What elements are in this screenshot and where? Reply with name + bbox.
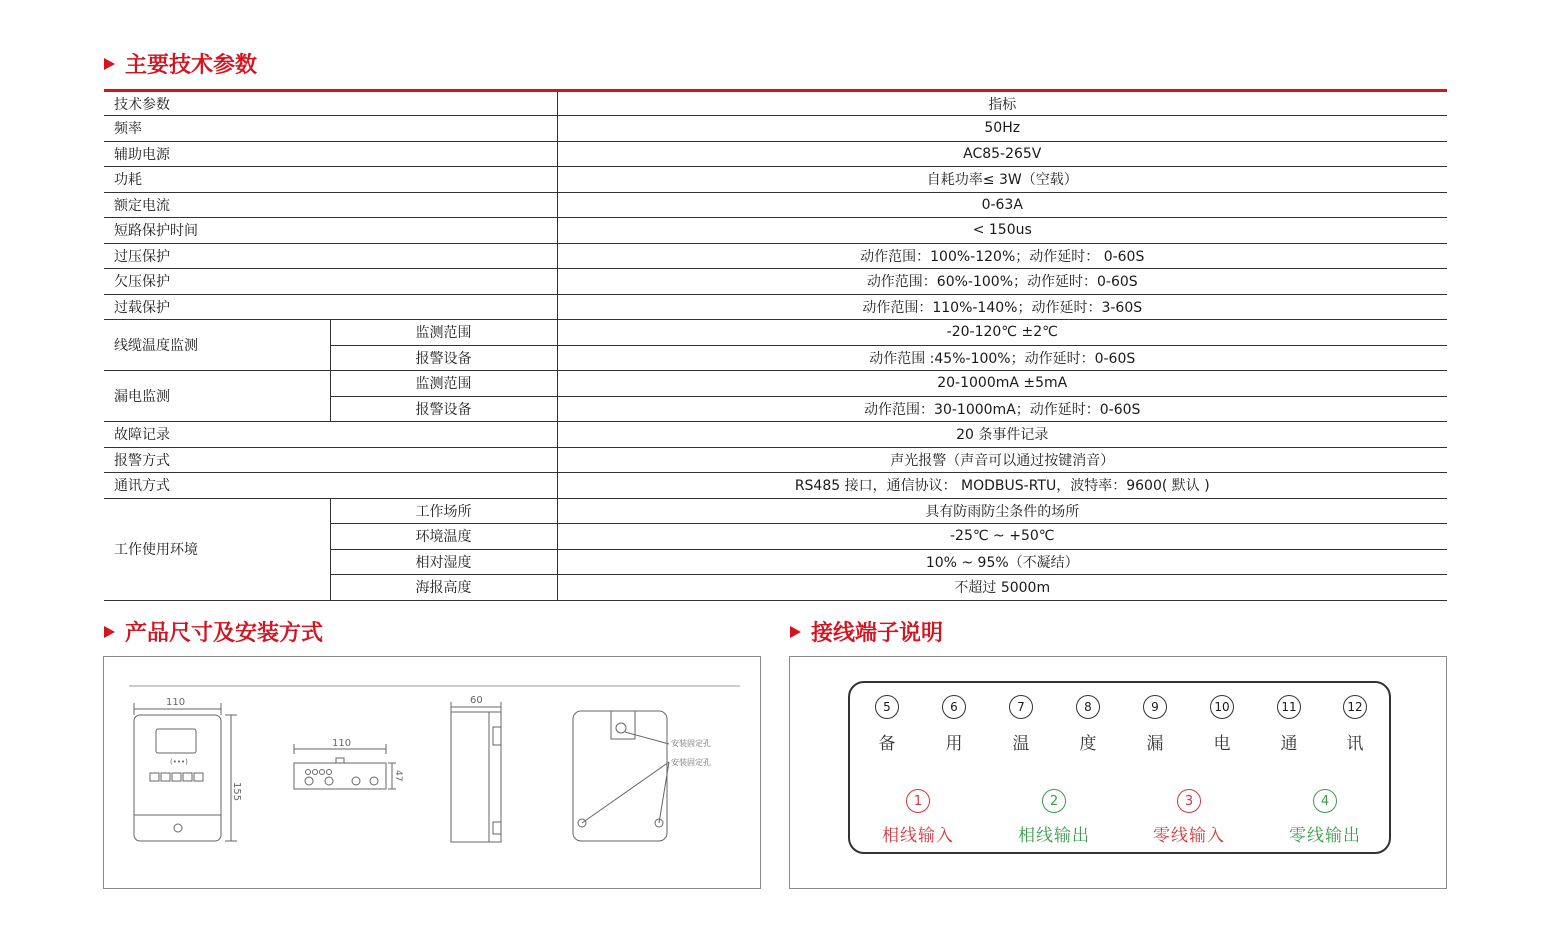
main-terminal-label: 相线输出 xyxy=(1018,826,1090,846)
param-cell: 报警方式 xyxy=(104,447,557,473)
param-cell: 辅助电源 xyxy=(104,141,557,167)
dimension-drawing-box xyxy=(103,656,761,889)
front-height-label: 155 xyxy=(231,782,242,802)
param-cell: 额定电流 xyxy=(104,192,557,218)
bottom-view xyxy=(294,744,396,789)
header-value: 指标 xyxy=(557,91,1447,116)
value-cell: 10% ~ 95%（不凝结） xyxy=(557,549,1447,575)
terminal-label: 讯 xyxy=(1346,734,1364,754)
terminal-12 xyxy=(1331,695,1379,754)
table-row xyxy=(104,320,1447,346)
terminal-5 xyxy=(863,695,911,754)
terminal-8 xyxy=(1064,695,1112,754)
param-cell: 过载保护 xyxy=(104,294,557,320)
terminal-number: 10 xyxy=(1210,695,1234,719)
main-terminal-label: 零线输入 xyxy=(1153,826,1225,846)
terminal-number: 7 xyxy=(1009,695,1033,719)
spec-table xyxy=(104,89,1447,601)
terminal-number: 11 xyxy=(1277,695,1301,719)
triangle-bullet-icon xyxy=(790,626,801,638)
triangle-bullet-icon xyxy=(104,626,115,638)
terminal-number: 5 xyxy=(875,695,899,719)
header-param: 技术参数 xyxy=(104,91,557,116)
side-depth-label: 60 xyxy=(470,695,483,706)
front-width-label: 110 xyxy=(166,697,186,708)
main-terminal-3 xyxy=(1139,789,1239,846)
specs-title-text: 主要技术参数 xyxy=(125,53,258,78)
main-terminal-number: 2 xyxy=(1042,789,1066,813)
table-row xyxy=(104,294,1447,320)
value-cell: 动作范围：110%-140%；动作延时：3-60S xyxy=(557,294,1447,320)
value-cell: 声光报警（声音可以通过按键消音） xyxy=(557,447,1447,473)
side-view xyxy=(451,702,501,842)
value-cell: AC85-265V xyxy=(557,141,1447,167)
table-row xyxy=(104,498,1447,524)
table-row xyxy=(104,371,1447,397)
main-terminal-label: 相线输入 xyxy=(882,826,954,846)
terminal-6 xyxy=(930,695,978,754)
main-terminal-number: 1 xyxy=(906,789,930,813)
value-cell: 动作范围：30-1000mA；动作延时：0-60S xyxy=(557,396,1447,422)
value-cell: 动作范围 :45%-100%；动作延时：0-60S xyxy=(557,345,1447,371)
table-header-row xyxy=(104,91,1447,116)
value-cell: 50Hz xyxy=(557,116,1447,142)
wiring-section-title xyxy=(790,616,943,647)
table-row xyxy=(104,141,1447,167)
table-row xyxy=(104,447,1447,473)
table-row xyxy=(104,473,1447,499)
terminal-label: 通 xyxy=(1280,734,1298,754)
terminal-11 xyxy=(1265,695,1313,754)
value-cell: RS485 接口，通信协议： MODBUS-RTU，波特率：9600( 默认 ) xyxy=(557,473,1447,499)
triangle-bullet-icon xyxy=(104,58,115,70)
terminal-9 xyxy=(1131,695,1179,754)
terminal-7 xyxy=(997,695,1045,754)
sub-param-cell: 报警设备 xyxy=(330,345,557,371)
group-param-cell: 线缆温度监测 xyxy=(104,320,330,371)
main-terminal-number: 4 xyxy=(1313,789,1337,813)
table-row xyxy=(104,269,1447,295)
dims-section-title xyxy=(104,616,323,647)
terminal-label: 漏 xyxy=(1146,734,1164,754)
table-row xyxy=(104,167,1447,193)
mount-hole-label-1: 安装固定孔 xyxy=(671,739,711,748)
param-cell: 频率 xyxy=(104,116,557,142)
value-cell: < 150us xyxy=(557,218,1447,244)
specs-section-title xyxy=(104,48,257,79)
wiring-title-text: 接线端子说明 xyxy=(811,621,944,646)
dims-title-text: 产品尺寸及安装方式 xyxy=(125,621,324,646)
table-row xyxy=(104,192,1447,218)
terminal-10 xyxy=(1198,695,1246,754)
svg-text:(•••): (•••) xyxy=(170,758,188,766)
sub-param-cell: 海报高度 xyxy=(330,575,557,601)
mount-hole-label-2: 安装固定孔 xyxy=(671,758,711,767)
bottom-depth-label: 47 xyxy=(393,770,403,782)
sub-param-cell: 相对湿度 xyxy=(330,549,557,575)
value-cell: 不超过 5000m xyxy=(557,575,1447,601)
terminal-number: 9 xyxy=(1143,695,1167,719)
param-cell: 功耗 xyxy=(104,167,557,193)
terminal-panel xyxy=(848,681,1391,854)
param-cell: 过压保护 xyxy=(104,243,557,269)
sub-param-cell: 工作场所 xyxy=(330,498,557,524)
bottom-width-label: 110 xyxy=(332,738,352,749)
param-cell: 通讯方式 xyxy=(104,473,557,499)
param-cell: 故障记录 xyxy=(104,422,557,448)
main-terminal-number: 3 xyxy=(1177,789,1201,813)
group-param-cell: 工作使用环境 xyxy=(104,498,330,600)
value-cell: 动作范围：100%-120%；动作延时： 0-60S xyxy=(557,243,1447,269)
main-terminal-label: 零线输出 xyxy=(1289,826,1361,846)
param-cell: 短路保护时间 xyxy=(104,218,557,244)
terminal-label: 用 xyxy=(945,734,963,754)
value-cell: 20 条事件记录 xyxy=(557,422,1447,448)
value-cell: 动作范围：60%-100%；动作延时：0-60S xyxy=(557,269,1447,295)
main-terminal-1 xyxy=(868,789,968,846)
table-row xyxy=(104,422,1447,448)
value-cell: 具有防雨防尘条件的场所 xyxy=(557,498,1447,524)
sub-param-cell: 报警设备 xyxy=(330,396,557,422)
value-cell: -20-120℃ ±2℃ xyxy=(557,320,1447,346)
dimension-drawing xyxy=(104,657,760,888)
value-cell: 20-1000mA ±5mA xyxy=(557,371,1447,397)
sub-param-cell: 监测范围 xyxy=(330,371,557,397)
terminal-label: 电 xyxy=(1213,734,1231,754)
sub-param-cell: 监测范围 xyxy=(330,320,557,346)
group-param-cell: 漏电监测 xyxy=(104,371,330,422)
table-row xyxy=(104,243,1447,269)
terminal-label: 备 xyxy=(878,734,896,754)
param-cell: 欠压保护 xyxy=(104,269,557,295)
terminal-number: 8 xyxy=(1076,695,1100,719)
main-terminal-2 xyxy=(1004,789,1104,846)
front-view xyxy=(134,703,237,841)
value-cell: 自耗功率≤ 3W（空载） xyxy=(557,167,1447,193)
value-cell: 0-63A xyxy=(557,192,1447,218)
terminal-label: 度 xyxy=(1079,734,1097,754)
main-terminal-4 xyxy=(1275,789,1375,846)
table-row xyxy=(104,218,1447,244)
table-row xyxy=(104,116,1447,142)
back-view xyxy=(573,711,669,841)
terminal-number: 6 xyxy=(942,695,966,719)
value-cell: -25℃ ~ +50℃ xyxy=(557,524,1447,550)
sub-param-cell: 环境温度 xyxy=(330,524,557,550)
terminal-label: 温 xyxy=(1012,734,1030,754)
terminal-number: 12 xyxy=(1343,695,1367,719)
